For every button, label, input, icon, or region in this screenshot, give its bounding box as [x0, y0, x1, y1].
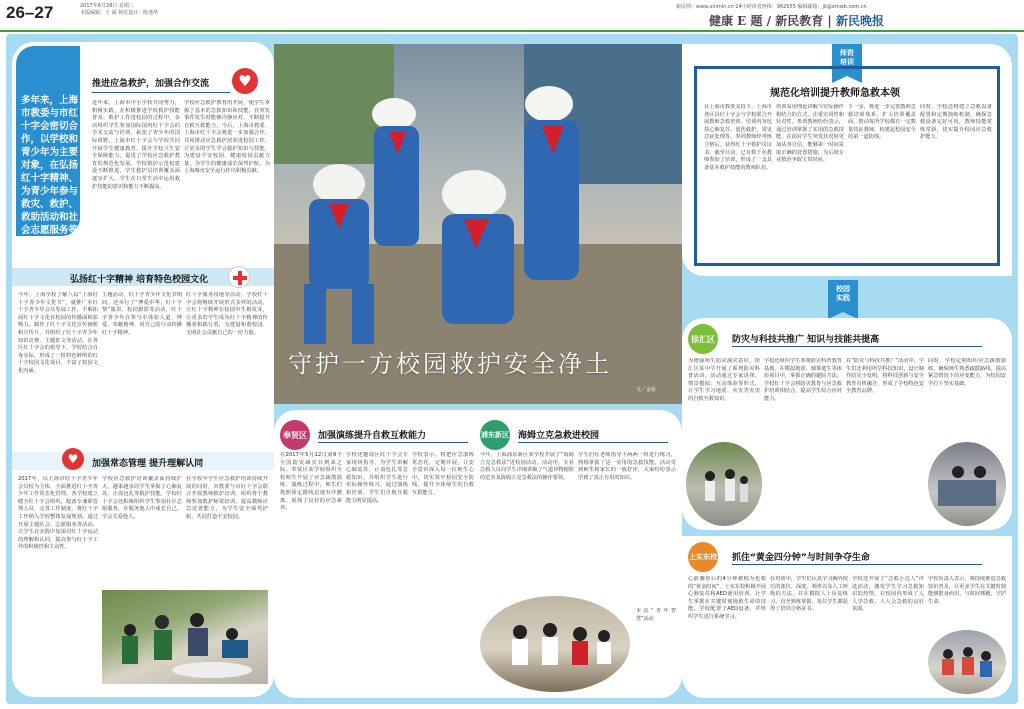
sec2-col2: 主题活动，红十字青少年文化节期间，还举行了“博爱中华，红十字情”演讲、校园摄影等活动，红十字青少年在参与中体验人道、博爱、奉献精神，用自己的行动传播红十字精神。	[102, 292, 182, 336]
fengxian-col2: 学校还邀请区红十字会专家现场指导，为学生讲解心肺复苏、止血包扎等急救知识，并组织学生进行实际操作练习。通过演练和培训，学生们自救互救能力明显提高。	[346, 452, 408, 504]
fengxian-rule	[318, 442, 468, 443]
framed-col3: 下一步，将进一步完善教师急救培训体系，扩大培训覆盖面，推动每所学校都有一定数量持证教师，构建起校园安全的第一道防线。	[848, 104, 916, 141]
shangshi-col3: 学校还开展了“急救小达人”评选活动，激发学生学习急救知识的热情，在校园内形成了人人学急救、人人会急救的良好氛围。	[852, 576, 924, 613]
xuhui-rule	[732, 346, 982, 347]
intro-note-text: 多年来，上海市教委与市红十字会密切合作，以学校和青少年为主要对象，在弘扬红十字精神、为青少年参与救灾、救护、救助活动和社会志愿服务等方面，搭建了重要的实践平	[21, 95, 79, 262]
cpr-photo-figures	[102, 590, 268, 684]
pudong-title: 海姆立克急救进校园	[518, 431, 600, 441]
pudong-photo-caption: 本次“青年智慧”活动	[636, 608, 676, 622]
section-title	[709, 12, 884, 29]
sec2-col3: 红十字服务园地等活动。学校红十字会将继续开展形式多样的活动，让红十字精神在校园中生根发芽，让更多的学生成为红十字精神的传播者和践行者，为建设和谐校园、文明社会贡献自己的一份力量。	[186, 292, 268, 336]
xuhui-district-tag: 徐汇区	[688, 324, 718, 354]
sec3-col1: 2017年，以上海市红十字青少年会员校为主体，全面推进红十字青少年工作常态化管理。各学校建立健全红十字会组织，配备专兼职管理人员，完善工作制度，将红十字工作纳入学校整体发展规划。通过开展主题队会、志愿服务等活动，让学生在实践中加深对红十字运动的理解和认同，提高参与红十字工作的积极性和主动性。	[18, 476, 98, 551]
campus-ribbon	[828, 280, 858, 312]
page-body	[6, 34, 1018, 704]
fengxian-title: 加强演练提升自救互救能力	[318, 431, 427, 441]
red-cross-icon	[228, 266, 250, 288]
page-header	[0, 0, 1024, 30]
left-panel	[12, 42, 274, 697]
contact-info: 新民网：www.xinmin.cn 24小时读者热线：962555 编辑邮箱：jk@xmwb.com.cn	[676, 4, 867, 10]
framed-col1: 在上海市教委支持下，上海市各区县红十字会与学校联合开展教师急救培训。培训内容包括心肺复苏、创伤救护、常见急症处理等。参训教师经考核合格后，获得红十字救护员证书。截至目前，已有数千名教师参加了培训，形成了一支具备基本救护技能的教师队伍。	[704, 104, 772, 171]
sec2-col1: 今年，上海学校了解八届“上海红十字青少年文化节”，就推广本红十字青少年会员发展工作，不断拓展红十字文化在校园的传播面和影响力。制作了红十字文化宣传画册和宣传片，并组织了红十字青少年知识竞赛、主题征文等活动。在各区红十字会的指导下，学校结合自身实际，形成了一批特色鲜明的红十字校园文化项目，丰富了校园文化内涵。	[18, 292, 98, 374]
pudong-heimlich-photo	[480, 596, 630, 692]
shangshi-col2: 在培训中，学生们认真学习胸外按压的部位、深度、频率以及人工呼吸的方法，并在模拟人上反复练习，直至熟练掌握，每位学生都获得了培训合格证书。	[770, 576, 848, 613]
sec3-col2: 学校应急救护培训覆盖面持续扩大，越来越多的学生掌握了心肺复苏、止血包扎等救护技能，学校红十字会还积极组织学生参加社区志愿服务，在服务他人中成长自己，学会关爱他人。	[102, 476, 182, 520]
framed-panel	[682, 44, 1012, 276]
xuhui-col2: 学校还组织学生参观防灾科普教育基地，在模拟地震、烟雾逃生等体验项目中，掌握正确的避险方法。学校红十字会将防灾教育与应急救护培训相结合，提高学生综合应对能力。	[764, 358, 842, 402]
shangshi-rule	[732, 564, 982, 565]
shangshi-title: 抓住“黄金四分钟”与时间争夺生命	[732, 553, 870, 563]
shangshi-district-tag: 上实东校	[688, 542, 718, 572]
pudong-district-tag: 浦东新区	[480, 420, 510, 450]
fengxian-col3: 学校表示，将把应急演练常态化，定期开展，让安全意识深入每一位师生心中，切实筑牢校园安全防线，提升全体师生的自救互救能力。	[412, 452, 474, 496]
xuhui-col4: 同时，学校定期组织应急疏散演练，确保师生熟悉疏散路线，提高紧急情况下的应变能力，为校园安全打下坚实基础。	[928, 358, 1006, 387]
fengxian-col1: 在2017年5月12日第9个全国防灾减灾日到来之际，奉贤区某学校组织全校师生开展了应急疏散演练。演练过程中，师生们按照预定路线迅速有序撤离，展现了良好的应急素养。	[280, 452, 342, 512]
pudong-col2: 学生们在老师指导下两两一组进行练习，熟练掌握了这一实用的急救技能。活动受到师生和家长的一致好评，大家纷纷表示学到了真正有用的知识。	[578, 452, 676, 481]
pudong-photo-figures	[480, 596, 630, 692]
xuhui-science-figures	[928, 442, 1006, 526]
xuhui-photo-figures	[686, 442, 762, 526]
xuhui-col1: 为增强师生防灾减灾意识，徐汇区某中学开展了系列防灾科普活动。活动通过专家讲座、情景模拟、互动体验等形式，让学生学习地震、火灾等灾害的自救互救知识。	[688, 358, 760, 402]
section-name: 健康 E 题 / 新民教育 |	[709, 14, 836, 28]
hero-photo	[274, 44, 682, 404]
heart-icon: ♥	[232, 68, 258, 94]
header-meta	[80, 3, 158, 17]
badge-line1: 师资	[840, 49, 854, 57]
framed-title: 规范化培训提升教师急救本领	[770, 88, 900, 99]
heart-icon: ♥	[62, 448, 84, 470]
badge-line2: 培训	[840, 58, 854, 66]
intro-note-box	[16, 46, 80, 262]
sec1-col2: 学校应急救护教育的开展，使学生掌握了基本的急救知识和技能，在突发事件发生时能够冷静应对，不断提升自救互救能力。今后，上海市教委、上海市红十字会将进一步加强合作，共同推动应急救护培训进校园工作，让更多的学生学会救护知识与技能，为建设平安校园、健康校园贡献力量，为学生的健康成长保驾护航，为上海城市安全运行作出积极贡献。	[184, 100, 270, 175]
shangshi-col4: 学校负责人表示，将持续推进急救知识普及，让更多学生在关键时刻能够挺身而出，与时间赛跑，守护生命。	[928, 576, 1006, 605]
framed-col4: 同时，学校还将建立急救设备配置和定期演练机制，确保急救设备完好可用，教师技能常练常新，切实提升校园应急救护能力。	[920, 104, 992, 141]
xuhui-col3: 在“防灾与科技共推广”活动中，学生们还利用所学科技知识，设计制作防灾小发明，将科技创新与安全教育有机融合，形成了学校特色安全教育品牌。	[846, 358, 924, 395]
page-number: 26–27	[6, 3, 54, 22]
fengxian-district-tag: 奉贤区	[280, 420, 310, 450]
newspaper-brand: 新民晚报	[835, 14, 884, 28]
headline-byline: 文／金松	[636, 387, 657, 393]
xuhui-title: 防灾与科技共推广 知识与技能共提高	[732, 335, 880, 345]
editor-credits: 本版编辑：王 斌 视觉设计：陈逸华	[80, 10, 159, 16]
header-rule	[0, 30, 1024, 32]
campus-tag-line1: 校园	[836, 285, 850, 293]
pudong-col1: 今年，上海浦东新区某学校开展了“海姆立克急救法”进校园活动。活动中，专业急救人员向学生详细讲解了气道异物梗阻的危害及海姆立克急救法的操作要领。	[480, 452, 574, 481]
sec3-col3: 在学校中学生应急救护培训持续开展的同时，市教委与市红十字会联合开展教师救护培训，组织骨干教师参加救护师资培训，提高教师应急处置能力，为学生安全保驾护航，共同打造平安校园。	[186, 476, 268, 520]
sec1-title: 推进应急救护，加强合作交流	[92, 79, 210, 89]
cpr-training-photo	[102, 590, 268, 684]
framed-col2: 培训采用理论讲解与实际操作相结合的方式，注重实用性和针对性。参训教师纷纷表示，通过培训掌握了实用的急救技能，在面对学生突发状况时更加从容自信，能够第一时间采取正确的处置措施，为后续专业救治争取宝贵时间。	[776, 104, 844, 164]
xuhui-drill-photo	[686, 442, 762, 526]
sec2-title: 弘扬红十字精神 培育特色校园文化	[70, 275, 209, 285]
shangshi-photo-figures	[928, 630, 1006, 694]
shangshi-col1: 心脏骤停后的4分钟被称为抢救的“黄金时间”。上实东校积极开展心肺复苏和AED使用培训，让学生掌握在关键时刻挽救生命的技能。学校配置了AED设备，并组织学生进行系统学习。	[688, 576, 766, 620]
sec3-title: 加强常态管理 提升理解认同	[92, 459, 204, 469]
sec1-rule	[92, 92, 230, 93]
shangshi-panel	[682, 536, 1012, 698]
shangshi-aed-photo	[928, 630, 1006, 694]
middle-bottom-panel	[274, 410, 682, 698]
xuhui-panel	[682, 318, 1012, 530]
xuhui-science-photo	[928, 442, 1006, 526]
headline-title: 守护一方校园救护安全净土	[288, 350, 612, 378]
pudong-rule	[518, 442, 668, 443]
sec1-col1: 近年来，上海市中小学校共同努力，积极实践，在积极推进学校救护技能普及、救护工作进校园的过程中，多次组织学生参加国际国内红十字会的学术交流与培训，拓宽了青少年的国际视野。上海市红十字会与学校共同开展学生健康教育，提升学校卫生安全保障能力，促进了学校应急救护教育的规范化发展，学校救护示范校建设不断推进，学生救护员培训覆盖面逐步扩大，学生在日常生活中运用救护技能的意识和能力不断提高。	[92, 100, 180, 190]
campus-tag-line2: 实践	[836, 294, 850, 302]
issue-date: 2017年6月28日 星期三	[80, 3, 134, 9]
